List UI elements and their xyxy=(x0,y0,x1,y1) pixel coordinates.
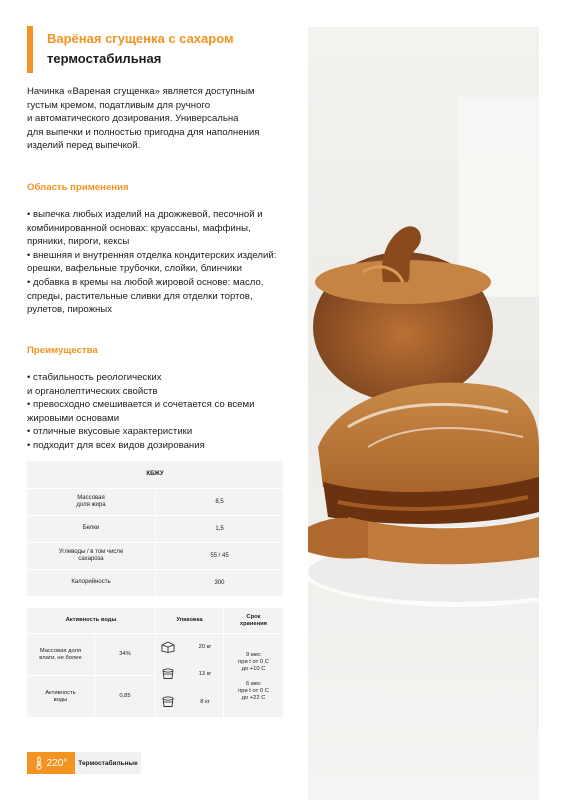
label-line: Массовая xyxy=(77,494,105,501)
storage-line: 6 мес xyxy=(246,680,261,687)
application-heading: Область применения xyxy=(27,182,129,193)
water-activity-label xyxy=(27,676,94,717)
intro-line: Начинка «Вареная сгущенка» является доступным xyxy=(27,86,255,97)
storage-header-line: Срок xyxy=(246,613,261,620)
list-item: • стабильность реологических xyxy=(27,372,162,383)
list-item: • отличные вкусовые характеристики xyxy=(27,426,193,438)
label-line: воды xyxy=(53,696,68,703)
list-item: рулетов, пирожных xyxy=(27,304,113,316)
product-photo xyxy=(308,27,539,800)
table-row xyxy=(27,570,283,596)
label-line: сахароза xyxy=(78,556,104,562)
storage-condition xyxy=(224,648,283,676)
storage-condition xyxy=(224,677,283,705)
temperature-value: 220° xyxy=(46,757,68,769)
storage-line: при t от 0 С xyxy=(238,687,269,694)
table-cell-label xyxy=(27,570,156,596)
intro-line: изделий перед выпечкой. xyxy=(27,140,141,152)
list-item: • превосходно смешивается и сочетается со всеми xyxy=(27,399,255,411)
package-weight: 13 кг xyxy=(198,670,212,677)
intro-line: для выпечки и полностью пригодна для наполнения xyxy=(27,126,260,138)
table-cell-value: 8,5 xyxy=(215,499,224,505)
label-line: Белки xyxy=(82,525,100,532)
moisture-value: 34% xyxy=(119,651,131,657)
table-cell-value: 55 / 45 xyxy=(210,553,229,559)
title-accent-bar xyxy=(27,26,33,73)
table-cell-label xyxy=(27,516,156,542)
label-line: доля жира xyxy=(76,502,106,508)
storage-header xyxy=(224,608,283,633)
label-line: Калорийность xyxy=(71,579,111,586)
application-list xyxy=(27,208,297,317)
intro-text xyxy=(27,85,289,153)
table-cell-value: 1,5 xyxy=(215,526,224,532)
storage-line: 9 мес xyxy=(246,651,261,658)
table-row xyxy=(27,489,283,516)
product-subtitle: термостабильная xyxy=(47,51,162,66)
list-item: • подходит для всех видов дозирования xyxy=(27,439,205,451)
advantages-list xyxy=(27,371,297,453)
list-item: орешки, вафельные трубочки, слойки, блинчики xyxy=(27,263,242,275)
properties-table xyxy=(27,608,283,717)
packaging-header: Упаковка xyxy=(176,617,203,623)
list-item: и органолептических свойств xyxy=(27,385,158,397)
temperature-badge xyxy=(27,752,75,774)
moisture-label xyxy=(27,634,94,675)
storage-line: при t от 0 С xyxy=(238,658,269,665)
table-cell-label xyxy=(27,489,156,515)
label-line: Активность xyxy=(45,689,76,696)
label-line: Углеводы / в том числе xyxy=(58,548,124,555)
table-row xyxy=(27,516,283,543)
package-weight: 20 кг xyxy=(198,643,212,650)
table-cell-value: 300 xyxy=(214,580,225,586)
list-item: • выпечка любых изделий на дрожжевой, песочной и xyxy=(27,209,263,220)
water-activity-header: Активность воды xyxy=(65,617,117,623)
thermometer-icon xyxy=(35,756,43,770)
box-icon xyxy=(161,641,175,653)
label-line: влаги, не более xyxy=(39,654,82,661)
list-item: • добавка в кремы на любой жировой основе: масло, xyxy=(27,276,264,288)
kbju-table-title: КБЖУ xyxy=(27,461,283,489)
table-row xyxy=(27,543,283,570)
table-cell-label xyxy=(27,543,156,569)
intro-line: густым кремом, податливым для ручного xyxy=(27,99,211,111)
intro-line: и автоматического дозирования. Универсальна xyxy=(27,113,239,125)
product-title: Варёная сгущенка с сахаром xyxy=(47,31,234,46)
storage-line: до +10 С xyxy=(241,665,266,672)
package-weight: 8 кг xyxy=(200,698,210,705)
water-activity-value: 0,85 xyxy=(119,693,131,699)
advantages-heading: Преимущества xyxy=(27,345,98,356)
bucket-icon xyxy=(161,696,175,708)
list-item: комбинированной основах: круассаны, маффины, xyxy=(27,222,251,234)
storage-line: до +22 С xyxy=(241,694,266,701)
bucket-icon xyxy=(161,668,175,680)
list-item: • внешняя и внутренняя отделка кондитерских изделий: xyxy=(27,249,277,261)
list-item: спреды, растительные сливки для отделки тортов, xyxy=(27,290,253,302)
label-line: Массовая доля xyxy=(39,647,82,654)
storage-header-line: хранения xyxy=(239,620,268,627)
thermostable-label: Термостабильные xyxy=(75,752,141,774)
list-item: жировыми основами xyxy=(27,412,120,424)
list-item: пряники, пироги, кексы xyxy=(27,236,130,248)
kbju-table xyxy=(27,461,283,596)
